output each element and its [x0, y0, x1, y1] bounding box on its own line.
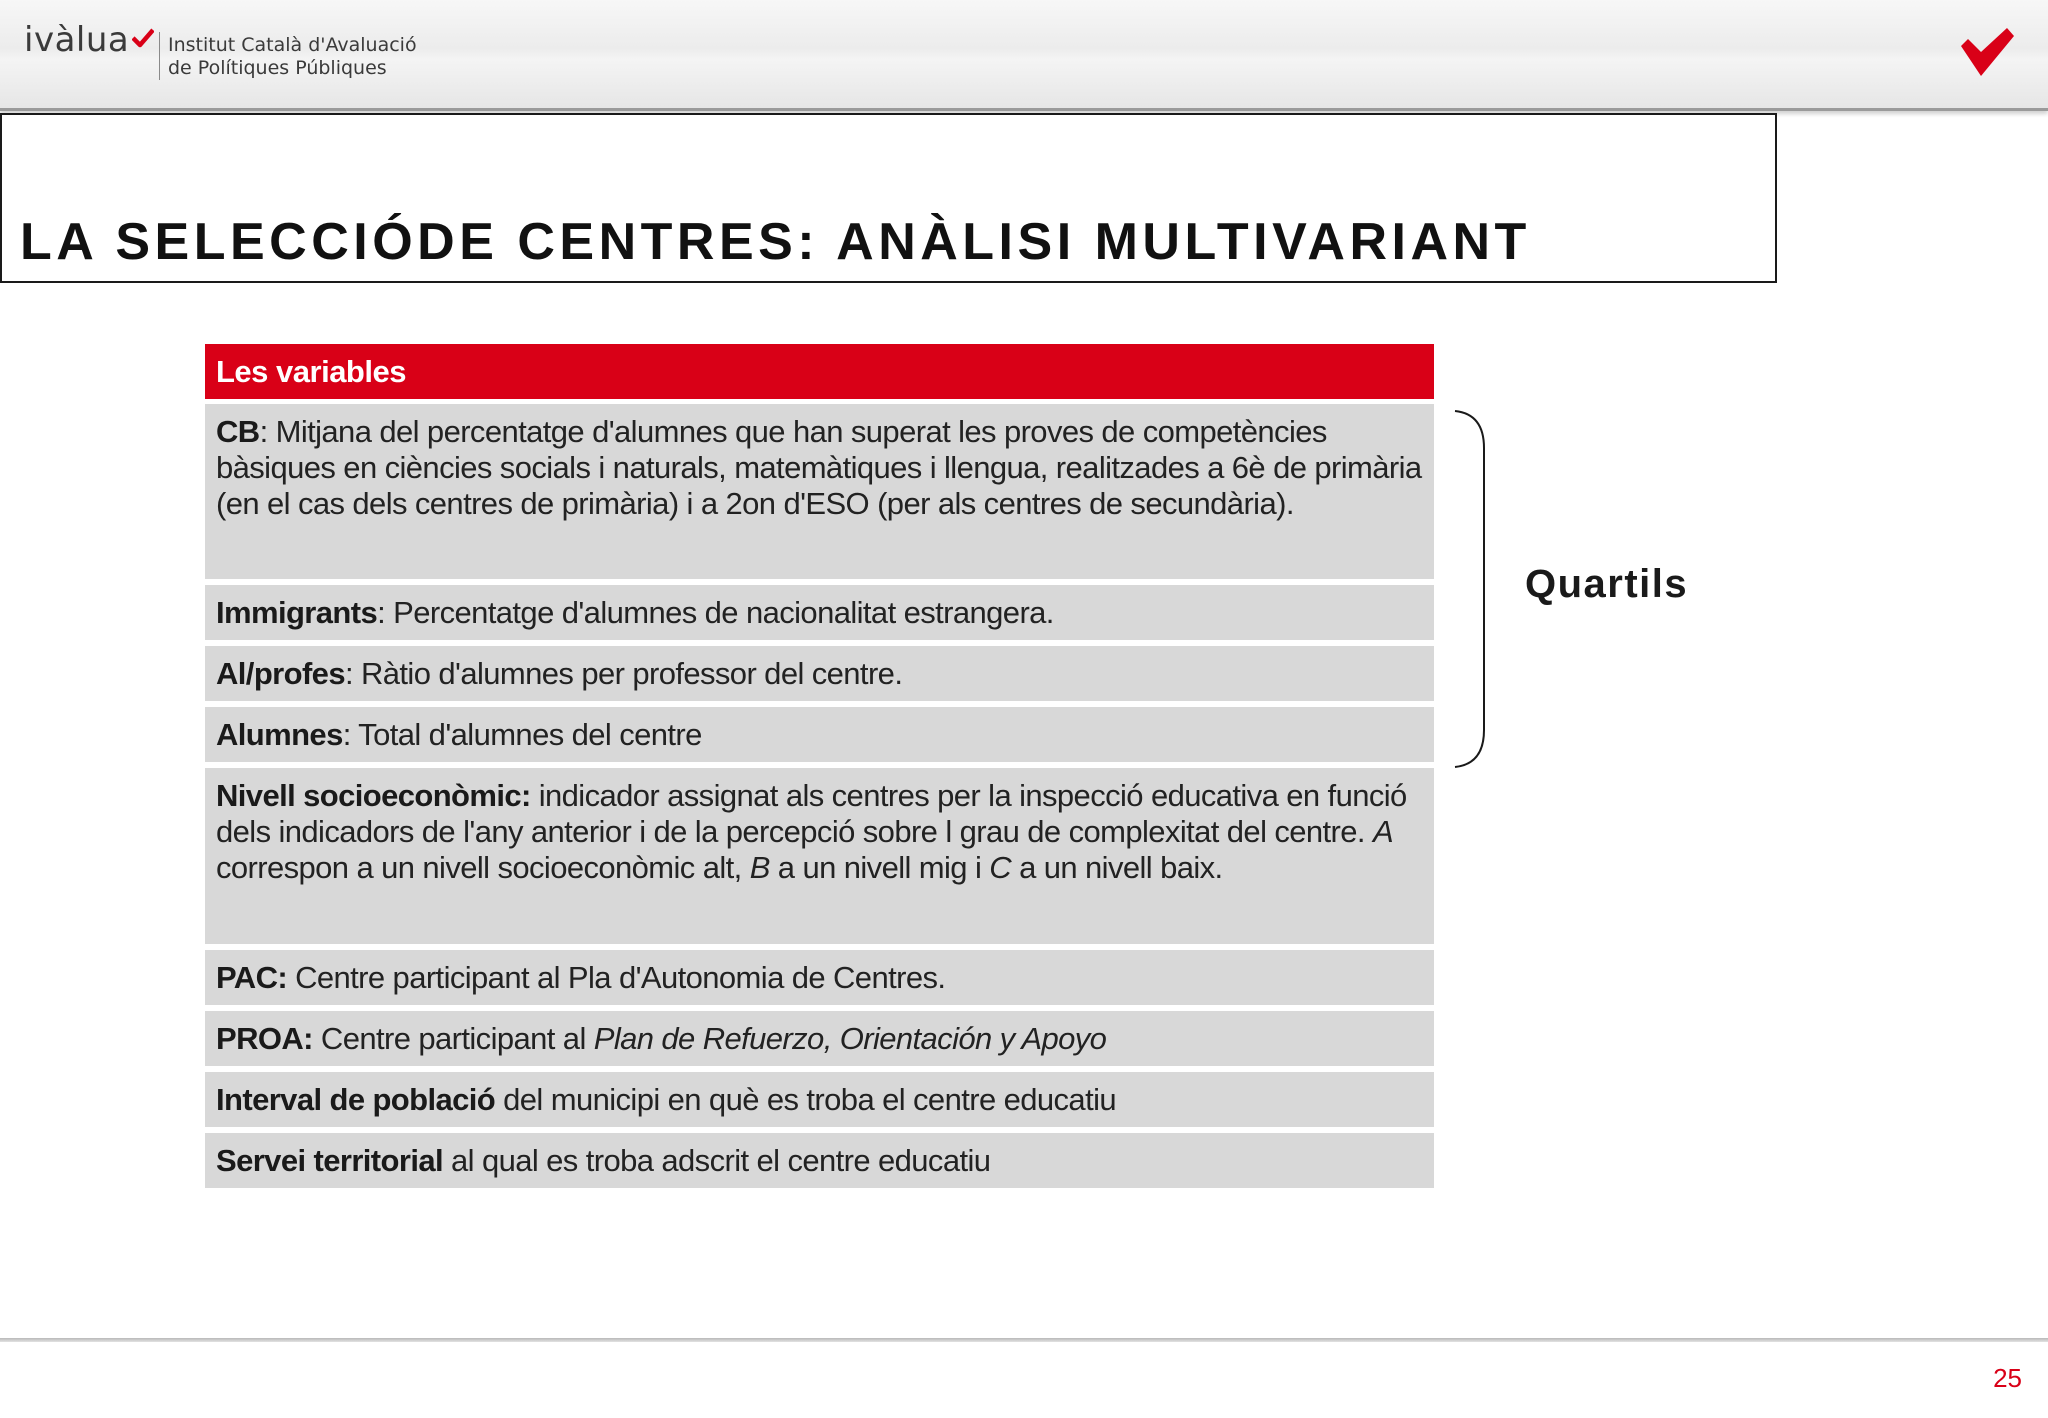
- quartils-label: Quartils: [1525, 562, 1689, 606]
- table-row-proa: [205, 1011, 1434, 1066]
- table-row-nivell-socioeconomic: [205, 768, 1434, 944]
- row-text: indicador assignat als centres per la inspecció educativa en funció dels indicadors de l'any anterior i de la percepció sobre l grau de complexitat del centre.: [216, 778, 1407, 849]
- institute-line-1: Institut Català d'Avaluació: [168, 34, 417, 56]
- row-term: Servei territorial: [216, 1143, 443, 1178]
- table-header: Les variables: [205, 344, 1434, 399]
- page-number: 25: [1993, 1363, 2022, 1393]
- row-term: PAC:: [216, 960, 288, 995]
- logo-divider: [159, 32, 160, 80]
- row-text: a un nivell mig i: [769, 850, 990, 885]
- table-row-immigrants: [205, 585, 1434, 640]
- row-italic: B: [749, 850, 770, 885]
- variables-table: [205, 344, 1434, 1188]
- table-row-alumnes: [205, 707, 1434, 762]
- table-row-servei-territorial: [205, 1133, 1434, 1188]
- footer-divider: [0, 1338, 2048, 1342]
- row-term: Alumnes: [216, 717, 343, 752]
- header-band: [0, 0, 2048, 111]
- row-text: : Percentatge d'alumnes de nacionalitat estrangera.: [377, 595, 1054, 630]
- logo-wordmark: ivàlua: [24, 20, 130, 60]
- row-term: CB: [216, 414, 260, 449]
- row-term: Nivell socioeconòmic:: [216, 778, 531, 813]
- row-text: al qual es troba adscrit el centre educatiu: [442, 1143, 991, 1178]
- brand-check-icon: [1958, 24, 2016, 82]
- row-term: Interval de població: [216, 1082, 496, 1117]
- row-text: : Total d'alumnes del centre: [342, 717, 702, 752]
- row-italic: C: [989, 850, 1012, 885]
- institute-line-2: de Polítiques Públiques: [168, 57, 387, 79]
- row-text: : Ràtio d'alumnes per professor del centre.: [344, 656, 903, 691]
- table-row-cb: [205, 404, 1434, 579]
- row-term: PROA:: [216, 1021, 313, 1056]
- table-row-interval-poblacio: [205, 1072, 1434, 1127]
- row-italic: A: [1372, 814, 1394, 849]
- institute-name: [168, 34, 417, 80]
- row-text: a un nivell baix.: [1011, 850, 1223, 885]
- logo-check-icon: [132, 28, 154, 48]
- row-text: Centre participant al Pla d'Autonomia de Centres.: [287, 960, 946, 995]
- row-term: Immigrants: [216, 595, 378, 630]
- table-row-pac: [205, 950, 1434, 1005]
- row-text: del municipi en què es troba el centre educatiu: [495, 1082, 1117, 1117]
- table-row-al-profes: [205, 646, 1434, 701]
- slide-title: LA SELECCIÓDE CENTRES: ANÀLISI MULTIVARIANT: [20, 213, 1531, 271]
- row-term: Al/profes: [216, 656, 345, 691]
- curly-bracket: [1450, 408, 1490, 770]
- row-text: : Mitjana del percentatge d'alumnes que han superat les proves de competències bàsiques en ciències socials i naturals, matemàtiques i llengua, realitzades a 6è de primària (en el cas dels centres de primària) i a 2on d'ESO (per als centres de secundària).: [216, 414, 1422, 521]
- row-text: Centre participant al: [312, 1021, 594, 1056]
- row-italic: Plan de Refuerzo, Orientación y Apoyo: [593, 1021, 1107, 1056]
- row-text: correspon a un nivell socioeconòmic alt,: [216, 850, 750, 885]
